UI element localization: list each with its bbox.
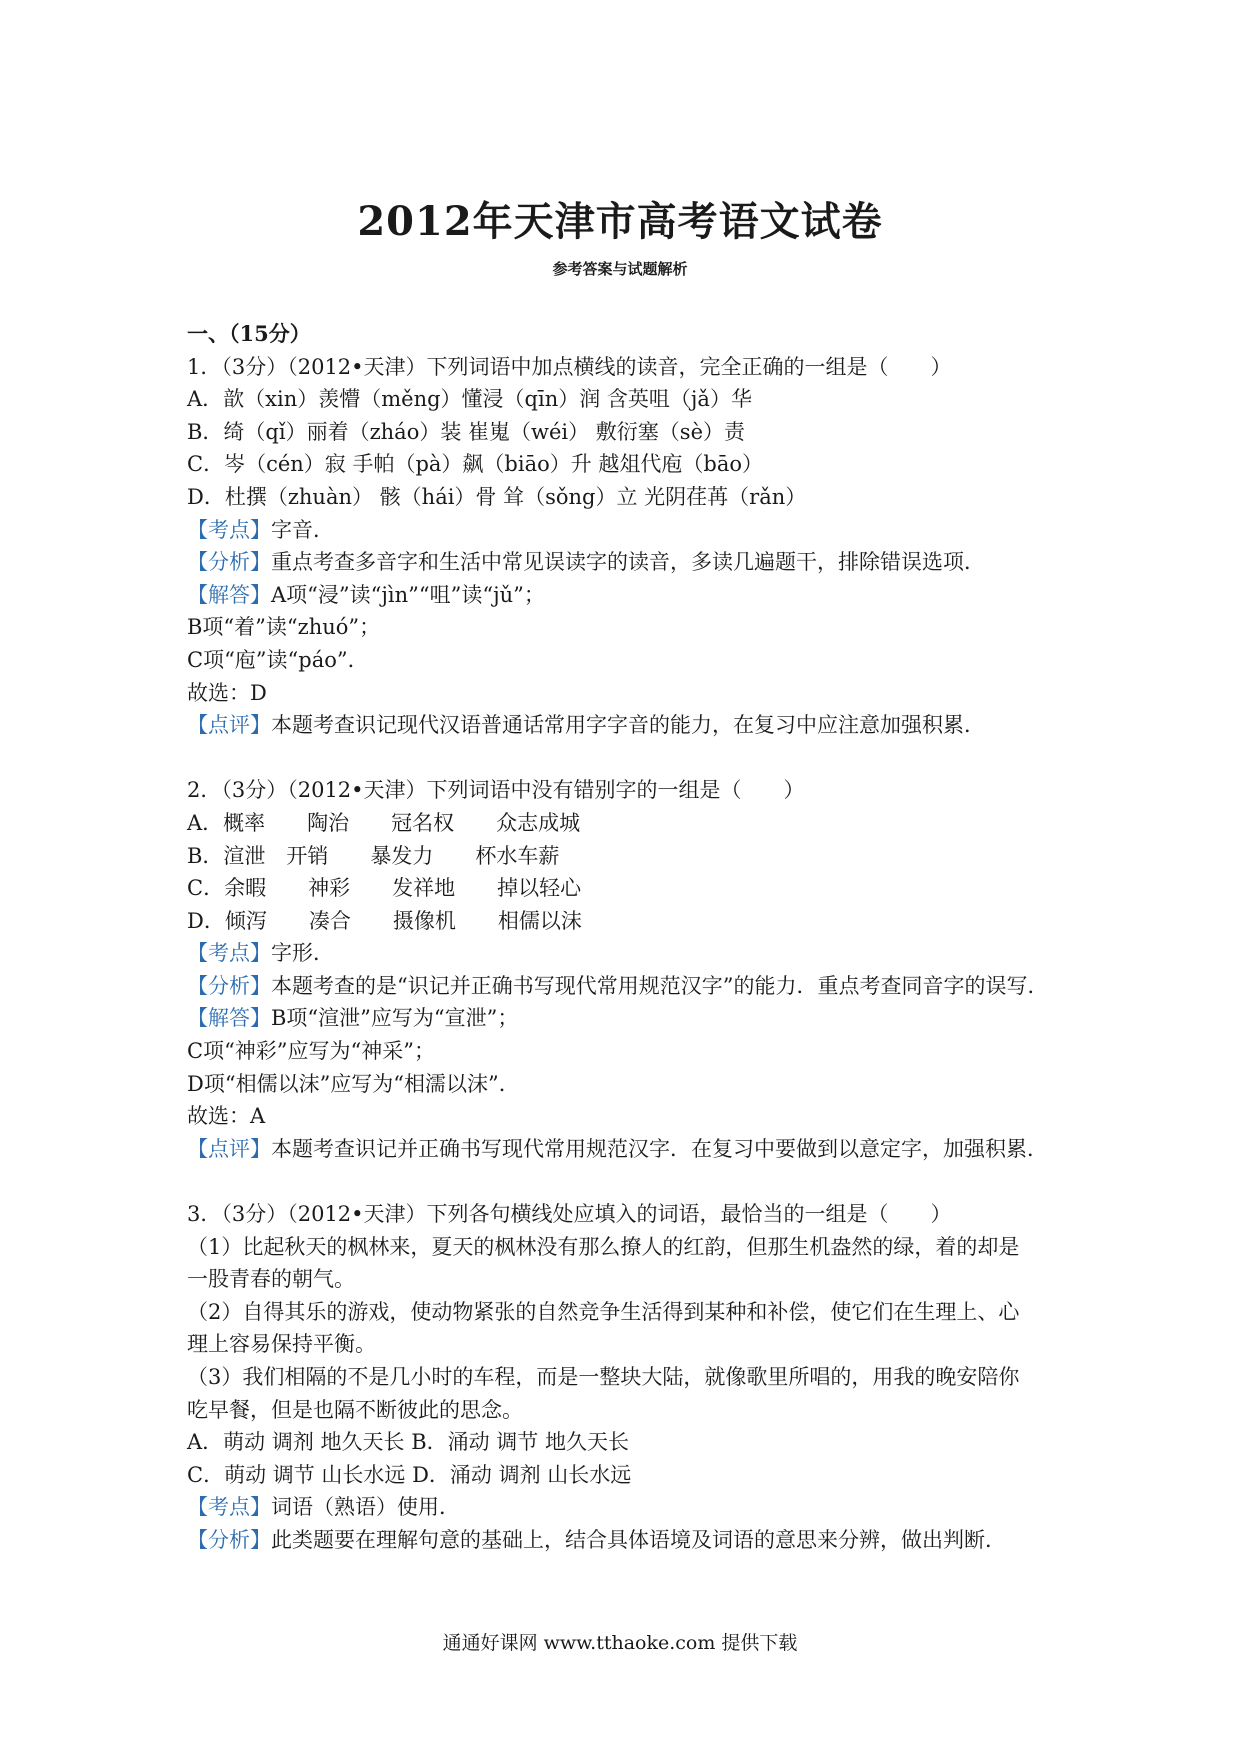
options-cd: C．萌动 调节 山长水远 D．涌动 调剂 山长水远 [187,1462,632,1487]
fenxi-tag: 【分析】 [187,973,271,998]
answer-line: 故选：A [187,1104,266,1129]
jieda-text: B项“渲泄”应写为“宣泄”； [271,1006,519,1031]
jieda-line: C项“庖”读“páo”． [187,647,369,672]
jieda-text: A项“浸”读“jìn”“咀”读“jǔ”； [271,582,545,607]
dianping-text: 本题考查识记并正确书写现代常用规范汉字．在复习中要做到以意定字，加强积累． [271,1136,1048,1161]
sentence-2-line-2: 理上容易保持平衡。 [187,1332,376,1357]
jieda-tag: 【解答】 [187,1006,271,1031]
jieda-tag: 【解答】 [187,582,271,607]
dianping [187,1133,1067,1166]
kaodian-tag: 【考点】 [187,941,271,966]
option-c: C．余暇 神彩 发祥地 掉以轻心 [187,876,582,901]
fenxi-tag: 【分析】 [187,1527,271,1552]
fenxi [187,546,1067,579]
jieda [187,1002,1067,1035]
kaodian [187,514,1067,547]
document-title: 2012年天津市高考语文试卷 [357,198,883,245]
fenxi-tag: 【分析】 [187,550,271,575]
kaodian [187,937,1067,970]
dianping-text: 本题考查识记现代汉语普通话常用字字音的能力，在复习中应注意加强积累． [271,713,985,738]
question-3 [187,1198,1067,1557]
options-ab: A．萌动 调剂 地久天长 B．涌动 调节 地久天长 [187,1430,629,1455]
sentence-1-line-2: 一股青春的朝气。 [187,1267,355,1292]
option-d: D．杜撰（zhuàn） 骸（hái）骨 耸（sǒng）立 光阴荏苒（rǎn） [187,484,807,509]
dianping-tag: 【点评】 [187,1136,271,1161]
question-stem: 3．（3分）（2012•天津）下列各句横线处应填入的词语，最恰当的一组是（ ） [187,1202,952,1227]
sentence-1-line-1: （1）比起秋天的枫林来，夏天的枫林没有那么撩人的红韵，但那生机盎然的绿，着的却是 [187,1234,1020,1259]
question-1 [187,351,1067,742]
kaodian-tag: 【考点】 [187,1495,271,1520]
option-a: A．歆（xin）羡懵（měng）懂浸（qīn）润 含英咀（jǎ）华 [187,387,752,412]
page-footer: 通通好课网 www.tthaoke.com 提供下载 [442,1632,798,1654]
question-stem: 2．（3分）（2012•天津）下列词语中没有错别字的一组是（ ） [187,778,805,803]
option-c: C．岑（cén）寂 手帕（pà）飙（biāo）升 越俎代庖（bāo） [187,452,764,477]
dianping [187,709,1067,742]
fenxi [187,970,1067,1003]
jieda-line: B项“着”读“zhuó”； [187,615,381,640]
jieda-line: D项“相儒以沫”应写为“相濡以沫”． [187,1071,520,1096]
option-a: A．概率 陶治 冠名权 众志成城 [187,810,581,835]
kaodian-text: 字形． [271,941,334,966]
option-d: D．倾泻 凑合 摄像机 相儒以沫 [187,908,582,933]
fenxi [187,1524,1067,1557]
kaodian-text: 词语（熟语）使用． [271,1495,460,1520]
jieda-line: C项“神彩”应写为“神采”； [187,1039,436,1064]
document-subtitle: 参考答案与试题解析 [552,260,688,278]
sentence-3-line-1: （3）我们相隔的不是几小时的车程，而是一整块大陆，就像歌里所唱的，用我的晚安陪你 [187,1365,1020,1389]
spacer [187,1165,1067,1198]
question-stem: 1．（3分）（2012•天津）下列词语中加点横线的读音，完全正确的一组是（ ） [187,354,952,379]
option-b: B．绮（qǐ）丽着（zháo）装 崔嵬（wéi） 敷衍塞（sè）责 [187,419,746,444]
question-2 [187,774,1067,1165]
kaodian [187,1491,1067,1524]
option-b: B．渲泄 开销 暴发力 杯水车薪 [187,843,560,868]
fenxi-text: 此类题要在理解句意的基础上，结合具体语境及词语的意思来分辨，做出判断． [271,1527,1006,1552]
answer-line: 故选：D [187,680,267,705]
sentence-3-line-2: 吃早餐，但是也隔不断彼此的思念。 [187,1397,523,1422]
document-body [187,318,1067,1557]
fenxi-text: 本题考查的是“识记并正确书写现代常用规范汉字”的能力．重点考查同音字的误写． [271,973,1049,998]
fenxi-text: 重点考查多音字和生活中常见误读字的读音，多读几遍题干，排除错误选项． [271,550,985,575]
spacer [187,742,1067,775]
kaodian-tag: 【考点】 [187,517,271,542]
kaodian-text: 字音． [271,517,334,542]
jieda [187,579,1067,612]
dianping-tag: 【点评】 [187,713,271,738]
section-heading: 一、（15分） [187,321,311,346]
sentence-2-line-1: （2）自得其乐的游戏，使动物紧张的自然竞争生活得到某种和补偿，使它们在生理上、心 [187,1299,1020,1324]
